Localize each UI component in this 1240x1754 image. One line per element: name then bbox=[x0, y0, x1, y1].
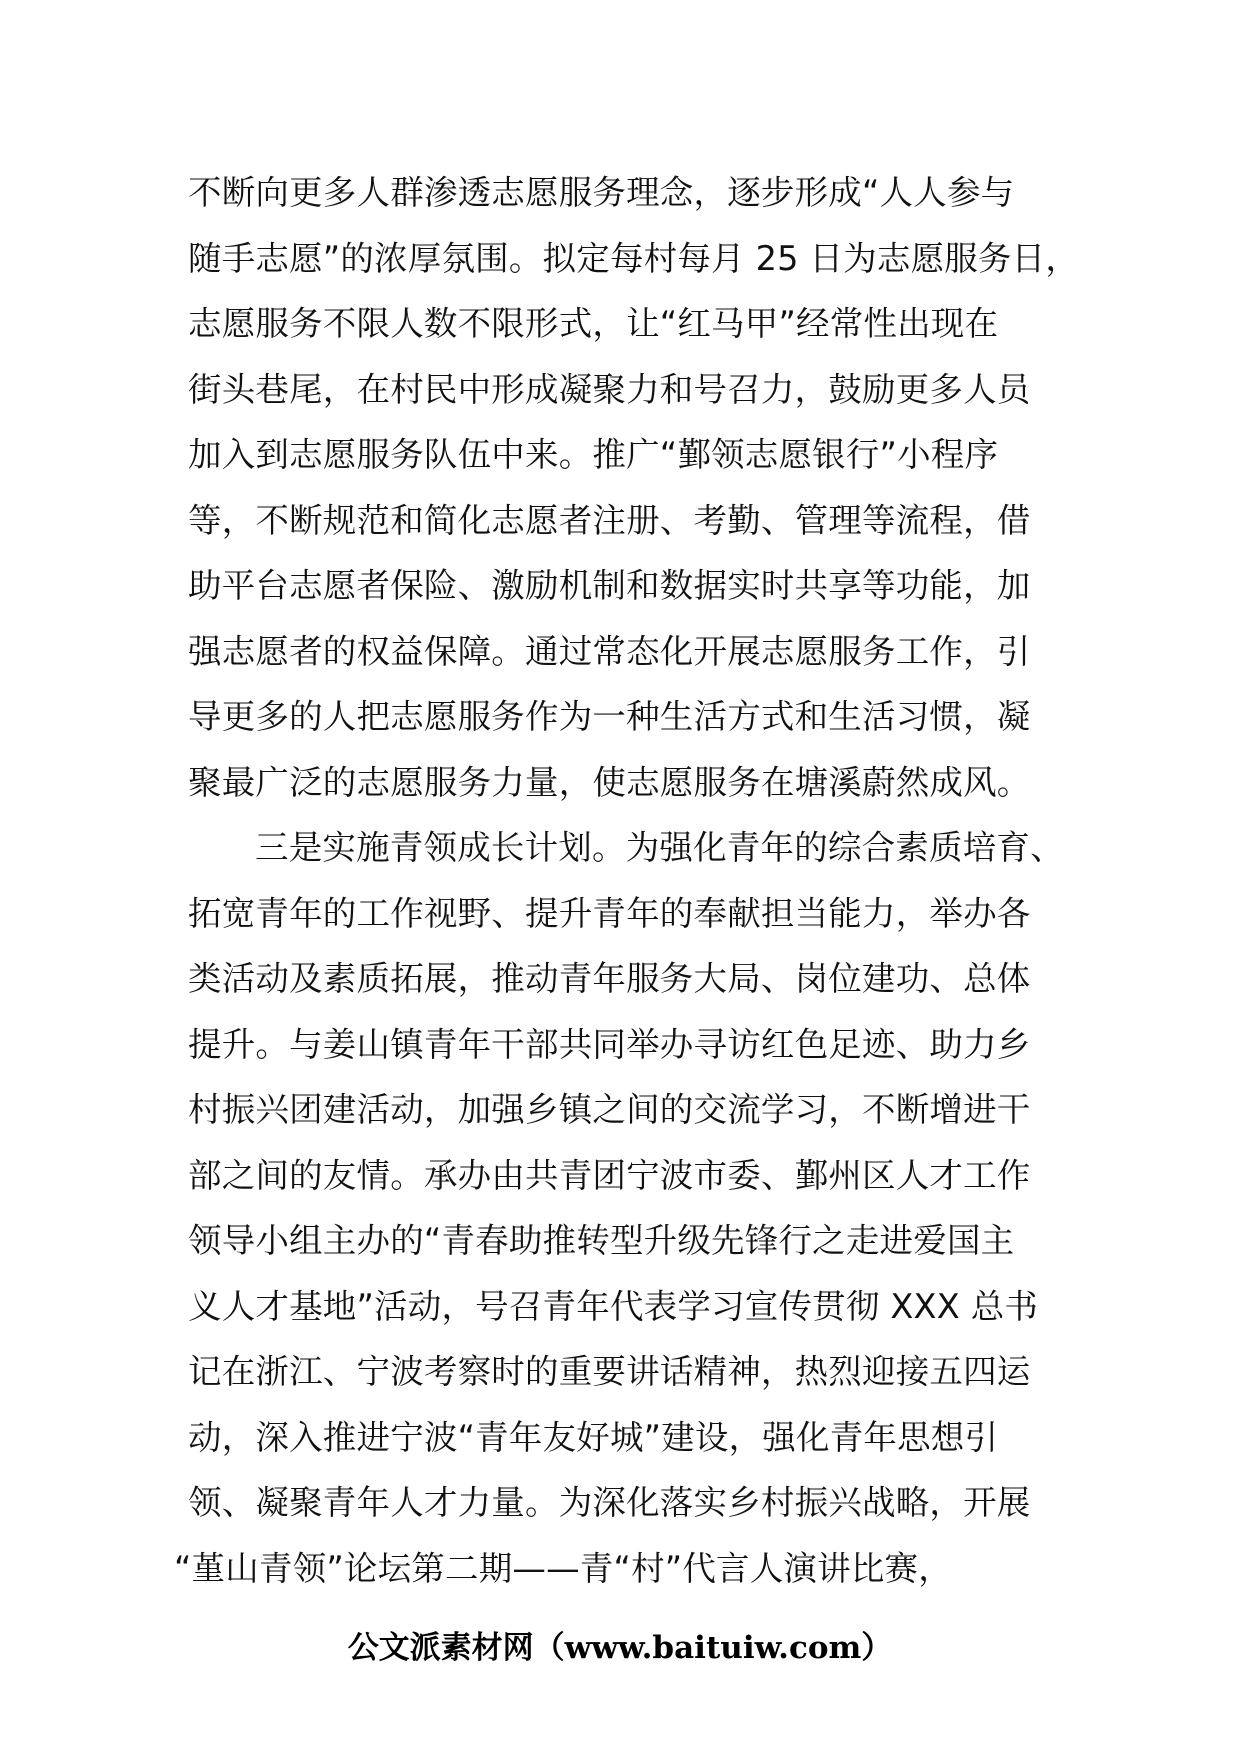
text-line: 动，深入推进宁波“青年友好城”建设，强化青年思想引 bbox=[188, 1417, 999, 1457]
text-line: 聚最广泛的志愿服务力量，使志愿服务在塘溪蔚然成风。 bbox=[188, 762, 1031, 802]
text-line: 领导小组主办的“青春助推转型升级先锋行之走进爱国主 bbox=[188, 1221, 1015, 1260]
text-line: 导更多的人把志愿服务作为一种生活方式和生活习惯，凝 bbox=[188, 697, 1031, 736]
text-line: 义人才基地”活动，号召青年代表学习宣传贯彻 XXX 总书 bbox=[188, 1286, 1039, 1326]
text-line: 强志愿者的权益保障。通过常态化开展志愿服务工作，引 bbox=[188, 631, 1031, 671]
text-line: 记在浙江、宁波考察时的重要讲话精神，热烈迎接五四运 bbox=[188, 1352, 1031, 1391]
text-line: 不断向更多人群渗透志愿服务理念，逐步形成“人人参与 bbox=[188, 173, 1015, 212]
text-line: 助平台志愿者保险、激励机制和数据实时共享等功能，加 bbox=[188, 566, 1031, 605]
text-line: 部之间的友情。承办由共青团宁波市委、鄞州区人才工作 bbox=[188, 1155, 1031, 1195]
text-line: 领、凝聚青年人才力量。为深化落实乡村振兴战略，开展 bbox=[188, 1483, 1031, 1522]
text-line: 提升。与姜山镇青年干部共同举办寻访红色足迹、助力乡 bbox=[188, 1024, 1031, 1064]
paragraph-start-line: 三是实施青领成长计划。为强化青年的综合素质培育、 bbox=[255, 828, 1064, 867]
footer-watermark: 公文派素材网（www.baituiw.com） bbox=[347, 1630, 893, 1666]
text-line: “堇山青领”论坛第二期——青“村”代言人演讲比赛， bbox=[174, 1548, 952, 1588]
text-line: 类活动及素质拓展，推动青年服务大局、岗位建功、总体 bbox=[188, 959, 1031, 998]
text-line: 街头巷尾，在村民中形成凝聚力和号召力，鼓励更多人员 bbox=[188, 369, 1031, 409]
text-line: 志愿服务不限人数不限形式，让“红马甲”经常性出现在 bbox=[188, 304, 999, 343]
text-line: 拓宽青年的工作视野、提升青年的奉献担当能力，举办各 bbox=[188, 893, 1031, 933]
text-line: 等，不断规范和简化志愿者注册、考勤、管理等流程，借 bbox=[188, 500, 1031, 540]
text-line: 随手志愿”的浓厚氛围。拟定每村每月 25 日为志愿服务日， bbox=[188, 238, 1080, 278]
body-text bbox=[174, 160, 1080, 1601]
text-line: 村振兴团建活动，加强乡镇之间的交流学习，不断增进干 bbox=[188, 1090, 1031, 1129]
text-line: 加入到志愿服务队伍中来。推广“鄞领志愿银行”小程序 bbox=[188, 435, 999, 474]
